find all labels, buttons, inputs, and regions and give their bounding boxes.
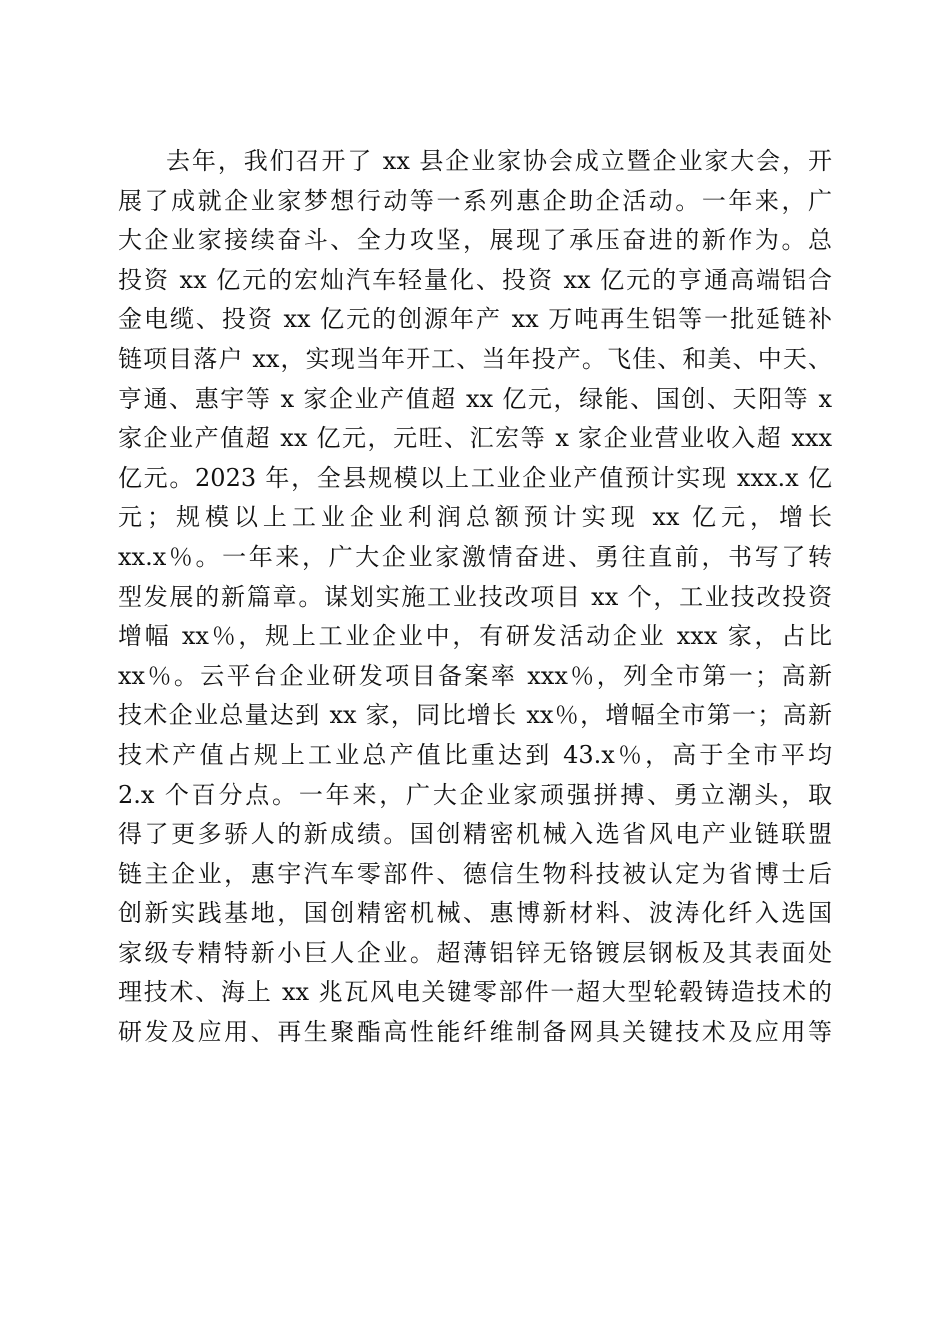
paragraph-line-16: 技术产值占规上工业总产值比重达到 43.x％，高于全市平均 (118, 740, 832, 769)
paragraph-line-3: 大企业家接续奋斗、全力攻坚，展现了承压奋进的新作为。总 (118, 226, 832, 255)
paragraph-line-11: xx.x％。一年来，广大企业家激情奋进、勇往直前，书写了转 (118, 542, 832, 571)
paragraph-line-23: 研发及应用、再生聚酯高性能纤维制备网具关键技术及应用等 (118, 1018, 832, 1047)
paragraph-line-18: 得了更多骄人的新成绩。国创精密机械入选省风电产业链联盟 (118, 820, 832, 849)
paragraph-line-19: 链主企业，惠宇汽车零部件、德信生物科技被认定为省博士后 (118, 859, 832, 888)
paragraph-line-14: xx％。云平台企业研发项目备案率 xxx％，列全市第一；高新 (118, 661, 832, 690)
paragraph-line-7: 亨通、惠宇等 x 家企业产值超 xx 亿元，绿能、国创、天阳等 x (118, 384, 832, 413)
paragraph-line-13: 增幅 xx％，规上工业企业中，有研发活动企业 xxx 家，占比 (118, 622, 832, 651)
paragraph-line-2: 展了成就企业家梦想行动等一系列惠企助企活动。一年来，广 (118, 186, 832, 215)
paragraph-line-17: 2.x 个百分点。一年来，广大企业家顽强拼搏、勇立潮头，取 (118, 780, 832, 809)
paragraph-line-9: 亿元。2023 年，全县规模以上工业企业产值预计实现 xxx.x 亿 (118, 463, 832, 492)
paragraph-line-15: 技术企业总量达到 xx 家，同比增长 xx％，增幅全市第一；高新 (118, 701, 832, 730)
paragraph-line-8: 家企业产值超 xx 亿元，元旺、汇宏等 x 家企业营业收入超 xxx (118, 424, 832, 453)
paragraph-line-21: 家级专精特新小巨人企业。超薄铝锌无铬镀层钢板及其表面处 (118, 938, 832, 967)
paragraph-line-22: 理技术、海上 xx 兆瓦风电关键零部件一超大型轮毂铸造技术的 (118, 978, 832, 1007)
paragraph-line-1: 去年，我们召开了 xx 县企业家协会成立暨企业家大会，开 (166, 147, 832, 175)
paragraph-line-6: 链项目落户 xx，实现当年开工、当年投产。飞佳、和美、中天、 (118, 344, 832, 373)
paragraph-line-5: 金电缆、投资 xx 亿元的创源年产 xx 万吨再生铝等一批延链补 (118, 305, 832, 334)
body-paragraph (118, 142, 832, 1053)
paragraph-line-4: 投资 xx 亿元的宏灿汽车轻量化、投资 xx 亿元的亨通高端铝合 (118, 265, 832, 294)
paragraph-line-20: 创新实践基地，国创精密机械、惠博新材料、波涛化纤入选国 (118, 899, 832, 928)
paragraph-line-12: 型发展的新篇章。谋划实施工业技改项目 xx 个，工业技改投资 (118, 582, 832, 611)
paragraph-line-10: 元；规模以上工业企业利润总额预计实现 xx 亿元，增长 (118, 503, 832, 532)
